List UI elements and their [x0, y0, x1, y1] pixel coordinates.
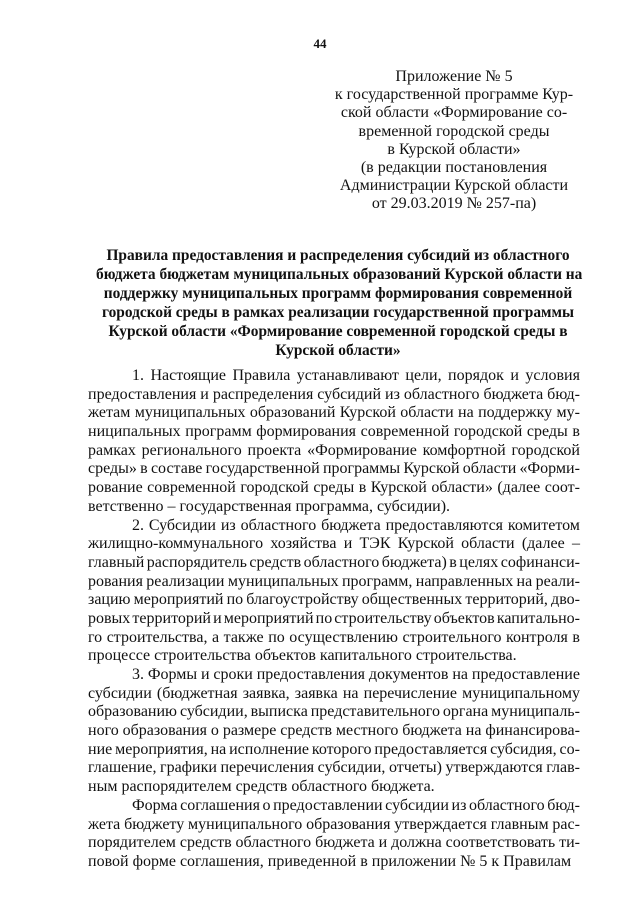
paragraph-line: го строительства, а также по осуществлению строительного контроля в	[88, 628, 580, 646]
paragraph	[88, 517, 580, 667]
appendix-line: (в редакции постановления	[360, 159, 548, 177]
title-line: бюджета бюджетам муниципальных образований Курской области на	[96, 266, 583, 283]
appendix-line: ской области «Формирование со-	[340, 104, 568, 122]
title-line: Правила предоставления и распределения субсидий из областного	[106, 247, 570, 264]
paragraph-line: субсидии (бюджетная заявка, заявка на перечисление муниципальному	[88, 684, 580, 702]
paragraph-line: 2. Субсидии из областного бюджета предоставляются комитетом	[132, 516, 580, 534]
paragraph-line: жилищно-коммунального хозяйства и ТЭК Курской области (далее –	[88, 535, 580, 553]
paragraph-line: ветственно – государственная программа, субсидии).	[88, 497, 451, 515]
title-line: Курской области»	[275, 342, 401, 359]
paragraph-line: глашение, графики перечисления субсидии, отчеты) утверждаются глав-	[88, 759, 580, 777]
appendix-line: временной городской среды	[358, 122, 550, 140]
appendix-line: к государственной программе Кур-	[334, 86, 574, 104]
title-line: городской среды в рамках реализации государственной программы	[101, 304, 575, 321]
paragraph-line: жета бюджету муниципального образования утверждается главным рас-	[88, 815, 580, 833]
paragraph-line: рования реализации муниципальных программ, направленных на реали-	[88, 572, 580, 590]
appendix-line: Приложение № 5	[395, 68, 513, 85]
paragraph-line: ние мероприятия, на исполнение которого предоставляется субсидия, со-	[88, 740, 580, 758]
appendix-line: в Курской области»	[387, 140, 521, 158]
paragraph	[88, 666, 580, 797]
paragraph-line: повой форме соглашения, приведенной в приложении № 5 к Правилам	[88, 852, 572, 870]
paragraph-line: зацию мероприятий по благоустройству общественных территорий, дво-	[88, 591, 580, 609]
paragraph-line: Форма соглашения о предоставлении субсидии из областного бюд-	[132, 796, 580, 814]
title-line: поддержку муниципальных программ формирования современной	[103, 285, 573, 302]
paragraph-line: ниципальных программ формирования современной городской среды в	[88, 423, 580, 441]
appendix-line: от 29.03.2019 № 257-па)	[371, 195, 537, 213]
paragraph-line: жетам муниципальных образований Курской области на поддержку му-	[88, 404, 580, 422]
paragraph-line: главный распорядитель средств областного бюджета) в целях софинанси-	[88, 553, 580, 571]
paragraph-line: порядителем средств областного бюджета и должна соответствовать ти-	[88, 834, 580, 852]
page-number: 44	[313, 36, 327, 51]
paragraph-line: процессе строительства объектов капитального строительства.	[88, 647, 517, 665]
paragraph	[88, 797, 580, 872]
title-line: Курской области «Формирование современной городской среды в	[108, 323, 568, 340]
document-body	[88, 367, 580, 872]
document-title	[96, 246, 583, 360]
paragraph-line: 3. Формы и сроки предоставления документов на предоставление	[132, 666, 580, 683]
paragraph-line: ного образования о размере средств местного бюджета на финансирова-	[88, 722, 580, 740]
appendix-line: Администрации Курской области	[339, 177, 569, 195]
paragraph-line: среды» в составе государственной программы Курской области «Форми-	[88, 460, 580, 478]
paragraph-line: образованию субсидии, выписка представительного органа муниципаль-	[88, 703, 580, 721]
paragraph-line: ровых территорий и мероприятий по строительству объектов капитально-	[88, 609, 580, 627]
paragraph-line: 1. Настоящие Правила устанавливают цели, порядок и условия	[132, 367, 580, 384]
appendix-header	[330, 68, 578, 214]
paragraph-line: рамках регионального проекта «Формирование комфортной городской	[88, 441, 580, 459]
paragraph-line: ным распорядителем средств областного бюджета.	[88, 778, 435, 796]
paragraph-line: рование современной городской среды в Курской области» (далее соот-	[88, 479, 580, 497]
paragraph	[88, 367, 580, 517]
paragraph-line: предоставления и распределения субсидий из областного бюджета бюд-	[88, 385, 580, 403]
